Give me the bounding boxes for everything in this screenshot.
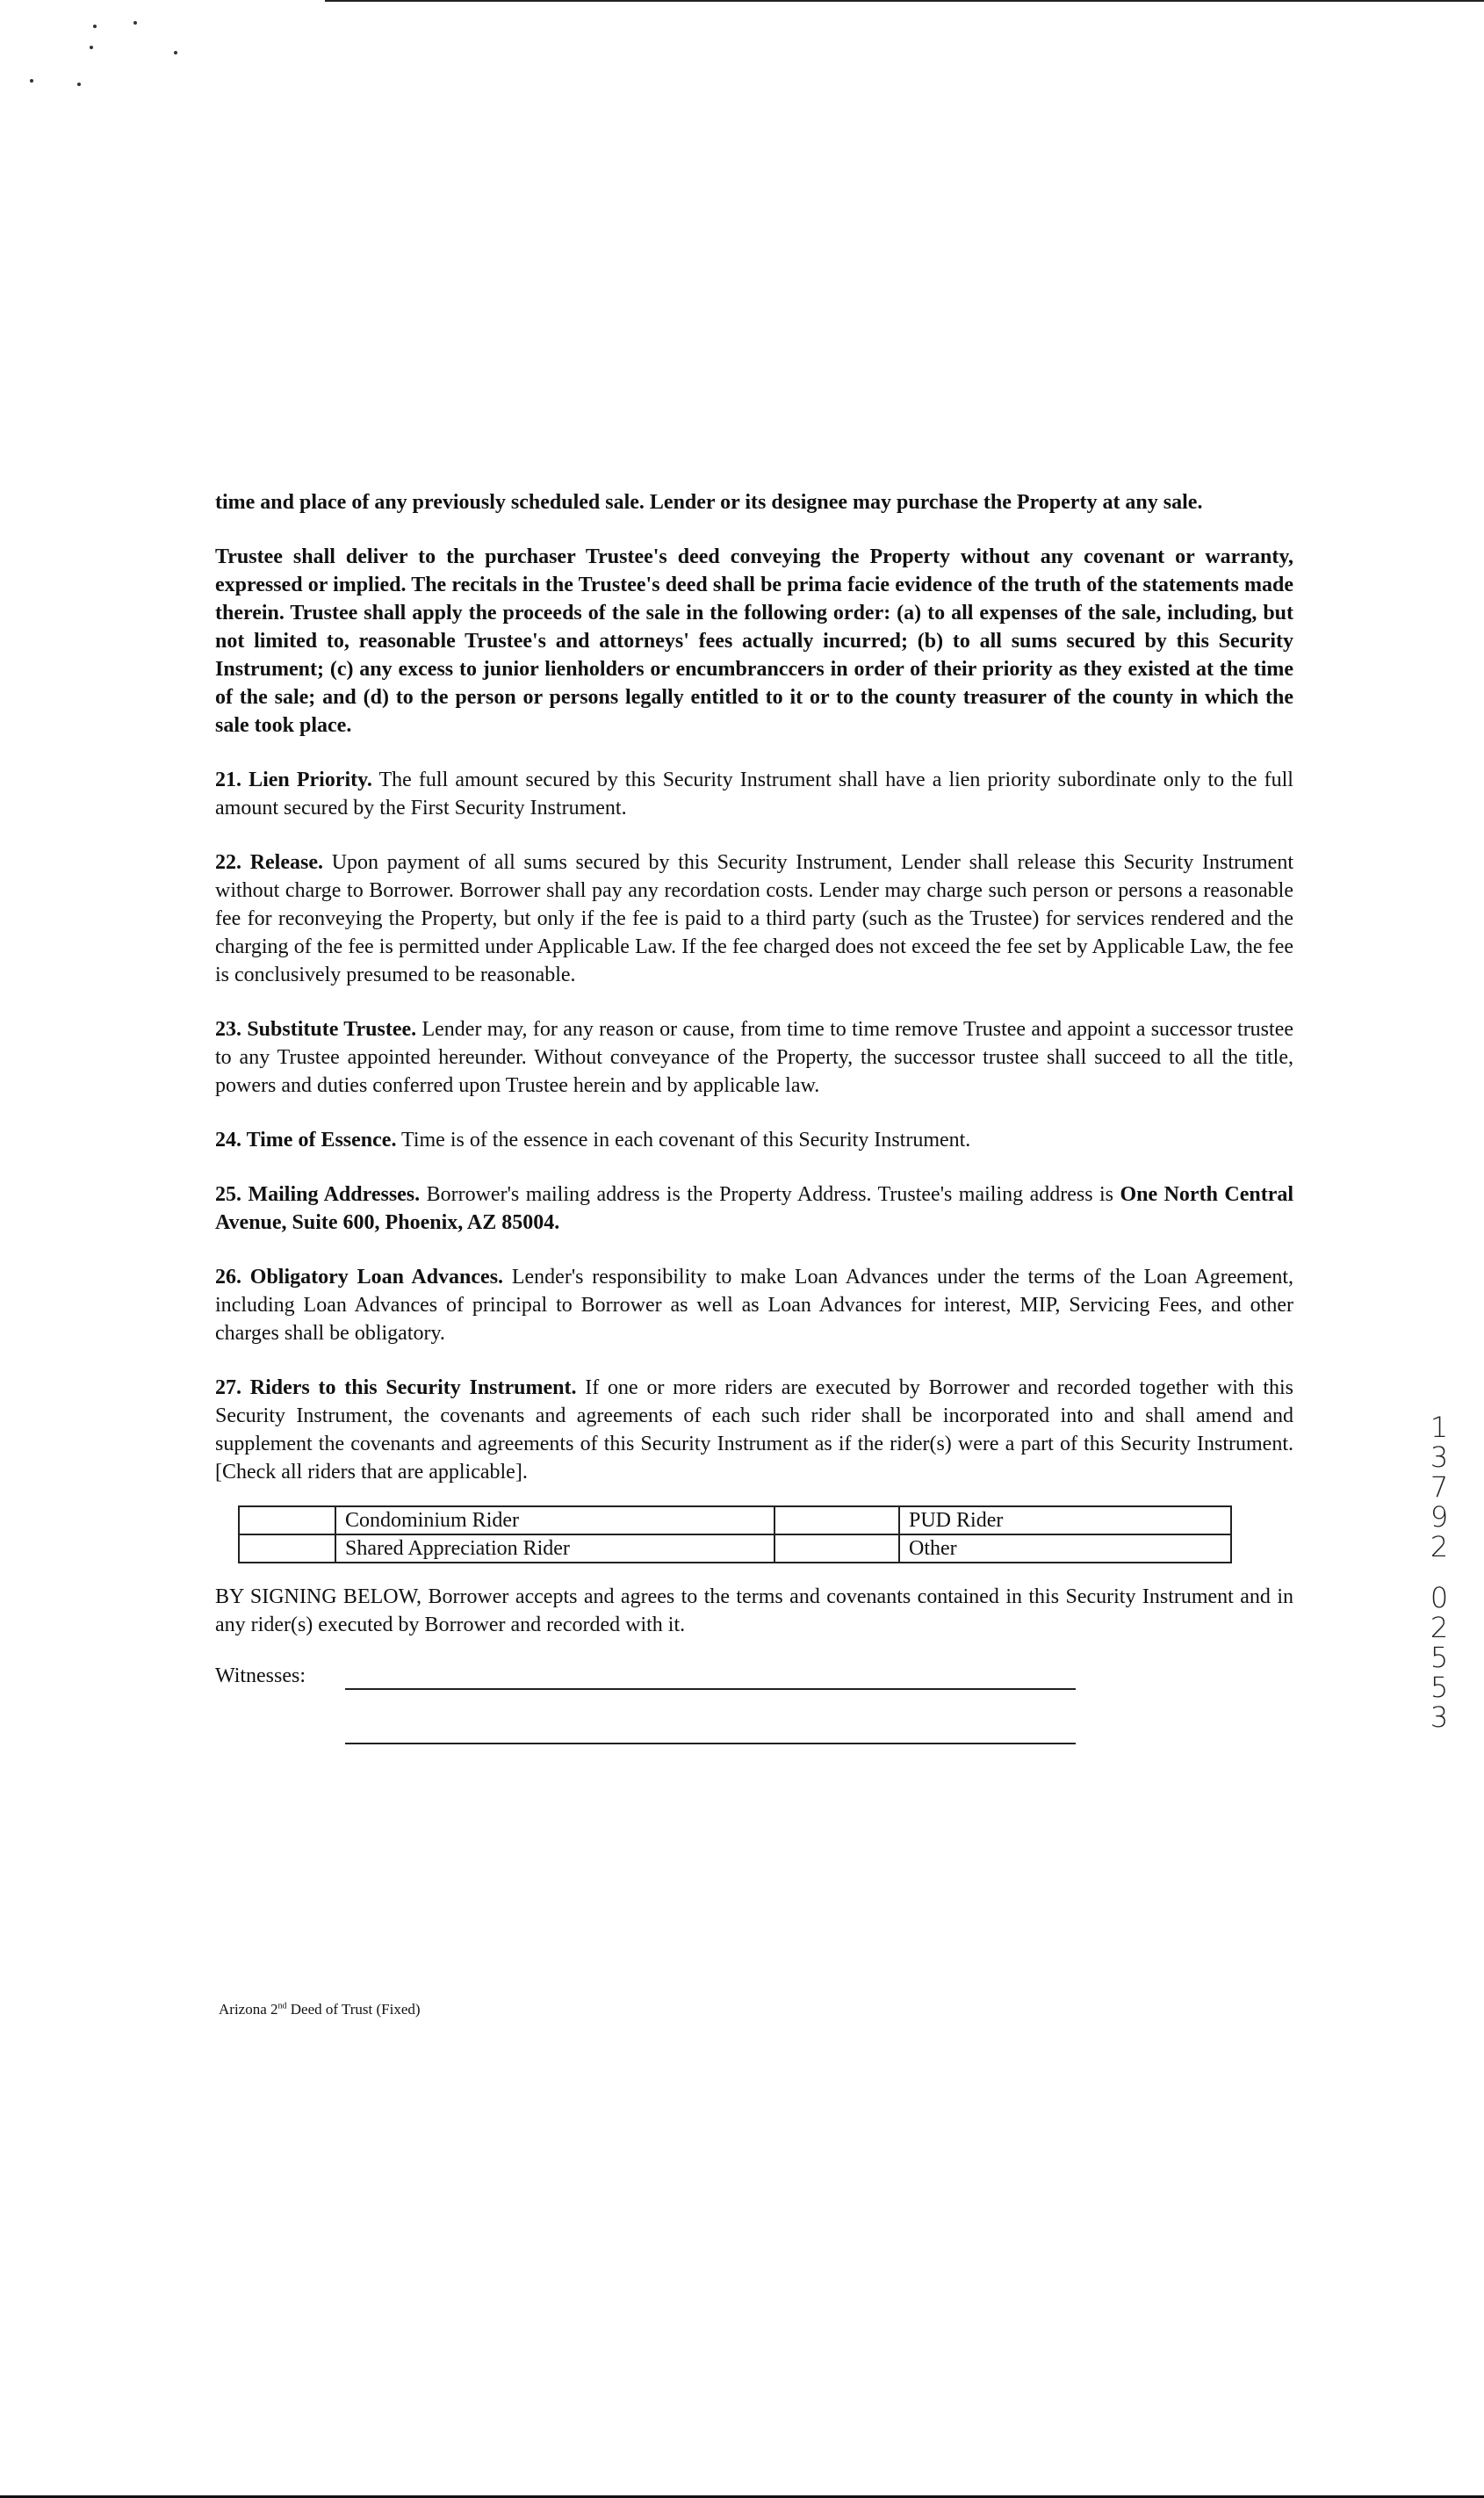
rider-label-pud: PUD Rider — [899, 1506, 1231, 1534]
section-24-time-of-essence — [215, 1126, 1293, 1154]
section-body: If one or more riders are executed by Borrower and recorded together with this Security Instrument, the covenants and agreements of each such rider shall be incorporated into and shall amend and supplement the covenants and agreements of this Security Instrument as if the rider(s) were a part of this Security Instrument. [Check all riders that are applicable]. — [215, 1376, 1294, 1484]
stamp-digit: 9 — [1430, 1500, 1449, 1534]
section-body: Upon payment of all sums secured by this Security Instrument, Lender shall release this Security Instrument without charge to Borrower. Borrower shall pay any recordation costs. Lender may charge such person or persons a reasonable fee for reconveying the Property, but only if the fee is paid to a third party (such as the Trustee) for services rendered and the charging of the fee is permitted under Applicable Law. If the fee charged does not exceed the fee set by Applicable Law, the fee is conclusively presumed to be reasonable. — [215, 851, 1293, 986]
section-25-mailing-addresses — [215, 1180, 1293, 1237]
section-body: Lender's responsibility to make Loan Advances under the terms of the Loan Agreement, including Loan Advances of principal to Borrower as well as Loan Advances for interest, MIP, Servicing Fees, and other charges shall be obligatory. — [215, 1266, 1294, 1345]
rider-checkbox-shared-appreciation[interactable] — [239, 1534, 335, 1563]
section-body: The full amount secured by this Security Instrument shall have a lien priority subordinate only to the full amount secured by the First Security Instrument. — [215, 769, 1293, 819]
section-heading: 25. Mailing Addresses. — [215, 1183, 421, 1206]
rider-checkbox-other[interactable] — [774, 1534, 899, 1563]
section-21-lien-priority — [215, 766, 1293, 822]
footer-superscript: nd — [277, 2001, 287, 2011]
section-heading: 27. Riders to this Security Instrument. — [215, 1376, 577, 1399]
stamp-digit: 2 — [1430, 1611, 1449, 1644]
rider-label-condominium: Condominium Rider — [335, 1506, 774, 1534]
stamp-digit: 1 — [1430, 1411, 1449, 1444]
rider-checkbox-pud[interactable] — [774, 1506, 899, 1534]
section-body: Borrower's mailing address is the Property Address. Trustee's mailing address is — [426, 1183, 1114, 1206]
stamp-digit: 3 — [1430, 1440, 1449, 1474]
section-23-substitute-trustee — [215, 1015, 1293, 1100]
rider-checkbox-condominium[interactable] — [239, 1506, 335, 1534]
rider-label-shared-appreciation: Shared Appreciation Rider — [335, 1534, 774, 1563]
witness-signature-row — [215, 1662, 1293, 1690]
footer-prefix: Arizona 2 — [219, 2001, 278, 2018]
section-heading: 26. Obligatory Loan Advances. — [215, 1266, 504, 1289]
section-22-release — [215, 848, 1293, 989]
section-heading: 21. Lien Priority. — [215, 769, 372, 791]
section-body: Lender may, for any reason or cause, from time to time remove Trustee and appoint a successor trustee to any Trustee appointed hereunder. Without conveyance of the Property, the successor trustee shall succeed to all the title, powers and duties conferred upon Trustee herein and by applicable law. — [215, 1018, 1293, 1097]
signing-statement: BY SIGNING BELOW, Borrower accepts and agrees to the terms and covenants contained in this Security Instrument and in any rider(s) executed by Borrower and recorded with it. — [215, 1585, 1293, 1636]
top-border-line — [325, 0, 1484, 2]
stamp-digit: 0 — [1430, 1581, 1449, 1614]
riders-checklist-table — [238, 1505, 1232, 1563]
stamp-digit: 2 — [1430, 1530, 1449, 1563]
section-heading: 24. Time of Essence. — [215, 1129, 397, 1152]
rider-label-other: Other — [899, 1534, 1231, 1563]
section-body: Time is of the essence in each covenant of this Security Instrument. — [401, 1129, 971, 1152]
paragraph-trustee-deed: Trustee shall deliver to the purchaser Trustee's deed conveying the Property without any covenant or warranty, expressed or implied. The recitals in the Trustee's deed shall be prima facie evidence of the truth of the statements made therein. Trustee shall apply the proceeds of the sale in the following order: (a) to all expenses of the sale, including, but not limited to, reasonable Trustee's and attorneys' fees actually incurred; (b) to all sums secured by this Security Instrument; (c) any excess to junior lienholders or encumbranccers in order of their priority as they existed at the time of the sale; and (d) to the person or persons legally entitled to it or to the county treasurer of the county in which the sale took place. — [215, 545, 1293, 737]
stamp-digit: 7 — [1430, 1470, 1449, 1504]
table-row — [239, 1506, 1231, 1534]
recording-number-stamp — [1421, 1412, 1458, 1732]
paragraph-sale-continuation: time and place of any previously scheduled sale. Lender or its designee may purchase the Property at any sale. — [215, 491, 1203, 514]
section-heading: 22. Release. — [215, 851, 323, 874]
stamp-digit: 3 — [1430, 1700, 1449, 1734]
scan-specks — [0, 0, 220, 97]
witness-signature-line-1[interactable] — [345, 1664, 1076, 1690]
section-heading: 23. Substitute Trustee. — [215, 1018, 417, 1041]
stamp-digit: 5 — [1430, 1641, 1449, 1674]
page-footer — [219, 2001, 421, 2018]
document-body — [215, 488, 1293, 1744]
section-26-obligatory-loan-advances — [215, 1263, 1293, 1347]
witnesses-label: Witnesses: — [215, 1664, 306, 1687]
section-27-riders — [215, 1374, 1293, 1486]
stamp-digit: 5 — [1430, 1671, 1449, 1704]
trustee-address: One North Central Avenue, Suite 600, Phoenix, AZ 85004. — [215, 1183, 1294, 1234]
table-row — [239, 1534, 1231, 1563]
witness-signature-line-2[interactable] — [345, 1690, 1076, 1744]
footer-suffix: Deed of Trust (Fixed) — [286, 2001, 421, 2018]
